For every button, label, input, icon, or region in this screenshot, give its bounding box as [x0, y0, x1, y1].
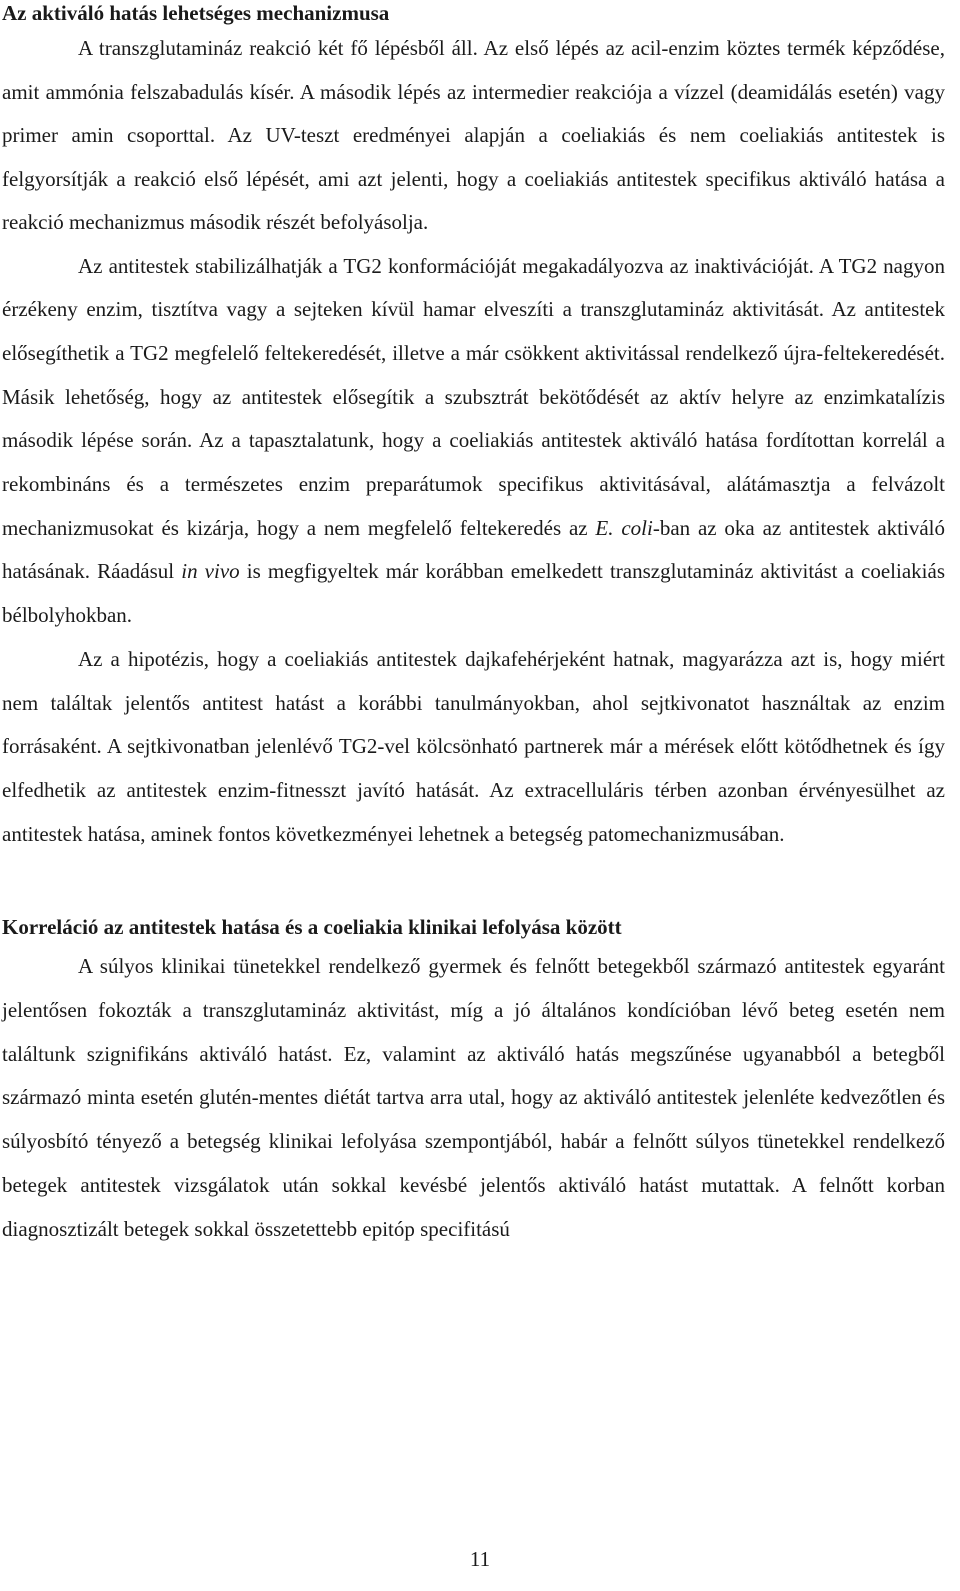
section-heading-mechanism: Az aktiváló hatás lehetséges mechanizmusa: [2, 1, 390, 25]
paragraph-antibody-stabilization: [2, 245, 945, 638]
italic-species-name: E. coli: [595, 515, 653, 540]
paragraph-reaction-steps: A transzglutamináz reakció két fő lépésből áll. Az első lépés az acil-enzim köztes termék képződése, amit ammónia felszabadulás kísér. A második lépés az intermedier reakciója a vízzel (deamidálás esetén) vagy primer amin csoporttal. Az UV-teszt eredményei alapján a coeliakiás és nem coeliakiás antitestek is felgyorsítják a reakció első lépését, ami azt jelenti, hogy a coeliakiás antitestek specifikus aktiváló hatása a reakció mechanizmus második részét befolyásolja.: [2, 36, 945, 234]
italic-in-vivo: in vivo: [181, 559, 240, 584]
paragraph-text: is megfigyeltek már korábban emelkedett transzglutamináz aktivitást a coeliakiás bélbolyhokban.: [2, 559, 945, 628]
paragraph-text: -ban az oka az antitestek aktiváló hatásának. Ráadásul: [2, 515, 945, 584]
paragraph-clinical-correlation: A súlyos klinikai tünetekkel rendelkező gyermek és felnőtt betegekből származó antitestek egyaránt jelentősen fokozták a transzglutamináz aktivitást, míg a jó általános kondícióban lévő beteg esetén nem találtunk szignifikáns aktiváló hatást. Ez, valamint az aktiváló hatás megszűnése ugyanabból a betegből származó minta esetén glutén-mentes diétát tartva arra utal, hogy az aktiváló antitestek jelenléte kedvezőtlen és súlyosbító tényező a betegség klinikai lefolyása szempontjából, habár a felnőtt súlyos tünetekkel rendelkező betegek antitestek vizsgálatok után sokkal kevésbé jelentős aktiváló hatást mutattak. A felnőtt korban diagnosztizált betegek sokkal összetettebb epitóp specifitású: [2, 954, 945, 1241]
paragraph-chaperone-hypothesis: Az a hipotézis, hogy a coeliakiás antitestek dajkafehérjeként hatnak, magyarázza azt is, hogy miért nem találtak jelentős antitest hatást a korábbi tanulmányokban, ahol sejtkivonatot használtak az enzim forrásaként. A sejtkivonatban jelenlévő TG2-vel kölcsönható partnerek már a mérések előtt kötődhetnek és így elfedhetik az antitestek enzim-fitnesszt javító hatását. Az extracelluláris térben azonban érvényesülhet az antitestek hatása, aminek fontos következményei lehetnek a betegség patomechanizmusában.: [2, 646, 945, 846]
paragraph-text: Az antitestek stabilizálhatják a TG2 konformációját megakadályozva az inaktivációját. A TG2 nagyon érzékeny enzim, tisztítva vagy a sejteken kívül hamar elveszíti a transzglutamináz aktivitását. Az antitestek elősegíthetik a TG2 megfelelő feltekeredését, illetve a már csökkent aktivitással rendelkező újra-feltekeredését. Másik lehetőség, hogy az antitestek elősegítik a szubsztrát bekötődését az aktív helyre az enzimkatalízis második lépése során. Az a tapasztalatunk, hogy a coeliakiás antitestek aktiváló hatása fordítottan korrelál a rekombináns és a természetes enzim preparátumok specifikus aktivitásával, alátámasztja a felvázolt mechanizmusokat és kizárja, hogy a nem megfelelő feltekeredés az: [2, 253, 945, 540]
page-number: 11: [469, 1547, 491, 1571]
section-heading-correlation: Korreláció az antitestek hatása és a coeliakia klinikai lefolyása között: [2, 915, 622, 940]
